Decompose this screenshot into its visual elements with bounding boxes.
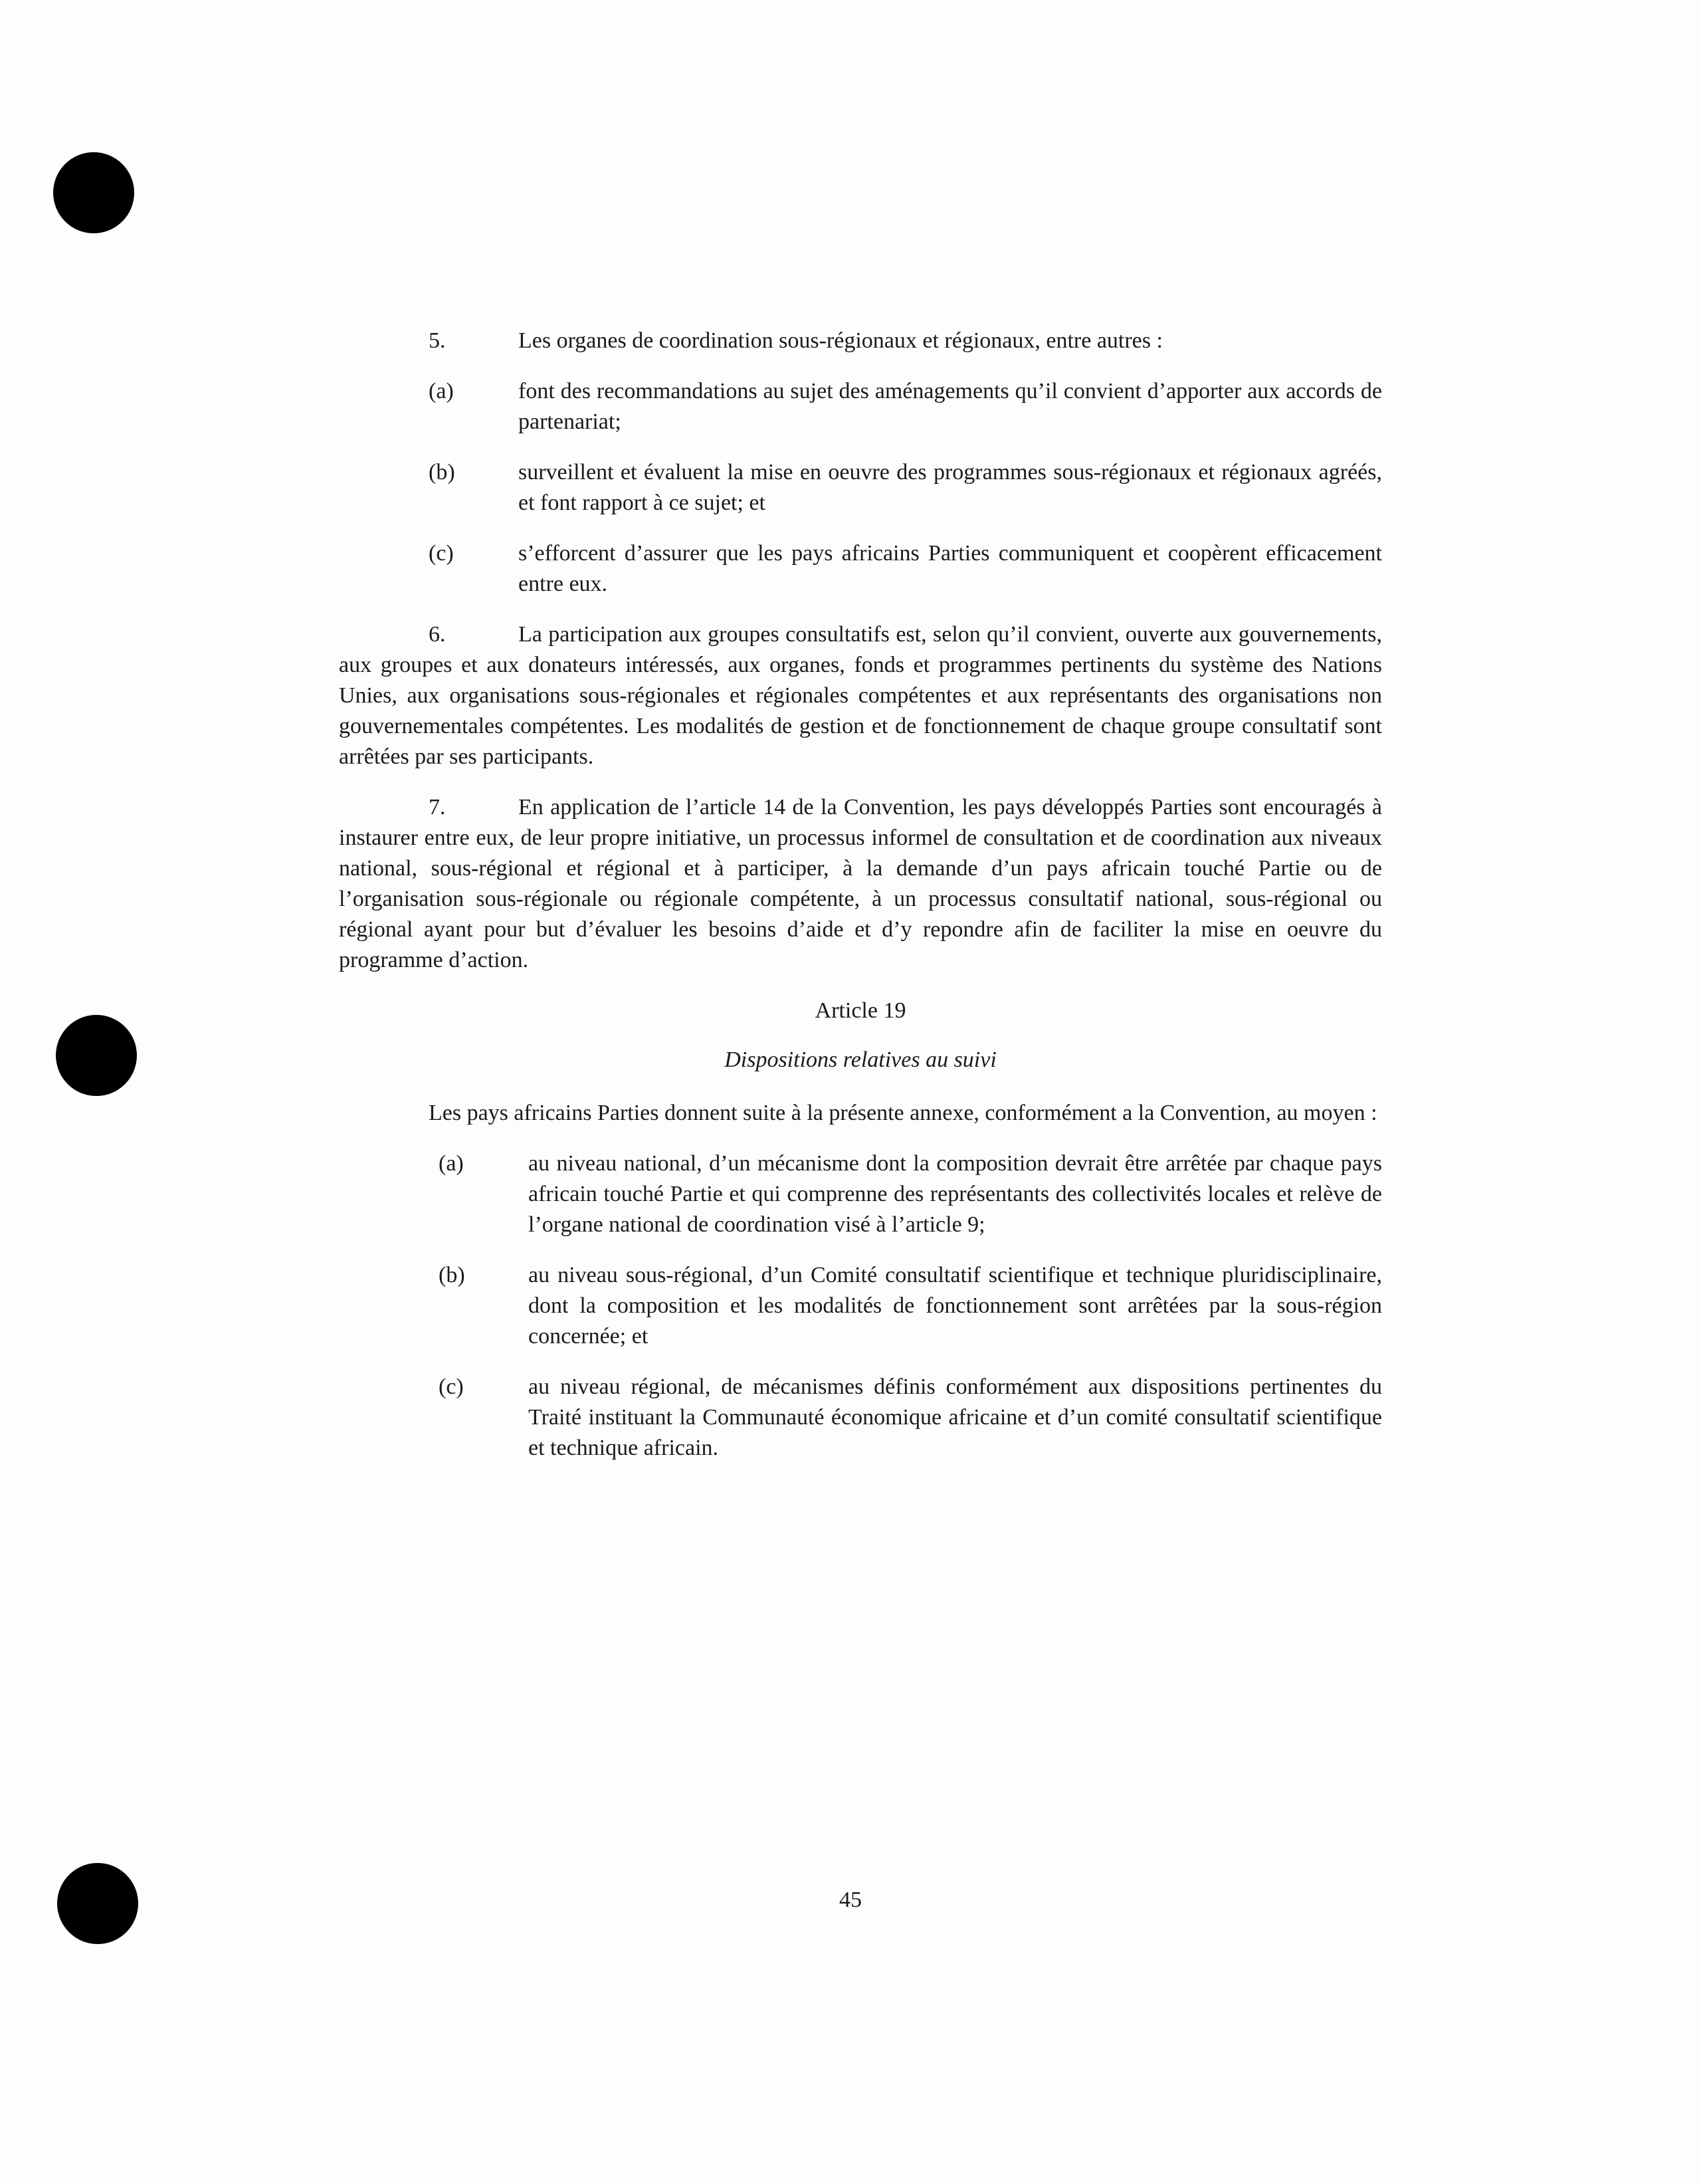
- list-item-5b: [339, 457, 1382, 518]
- paragraph-6: [339, 619, 1382, 772]
- list-marker: (a): [429, 379, 454, 403]
- list-marker: (b): [429, 460, 455, 485]
- list-item-text: surveillent et évaluent la mise en oeuvre des programmes sous-régionaux et régionaux agréés, et font rapport à ce sujet; et: [518, 460, 1382, 515]
- list-item-19a: [339, 1148, 1382, 1240]
- punch-hole: [56, 1015, 137, 1096]
- article-intro: Les pays africains Parties donnent suite à la présente annexe, conformément a la Convention, au moyen :: [429, 1101, 1377, 1125]
- article-subtitle: Dispositions relatives au suivi: [724, 1047, 997, 1072]
- list-item-5c: [339, 538, 1382, 600]
- paragraph-text: En application de l’article 14 de la Convention, les pays développés Parties sont encouragés à instaurer entre eux, de leur propre initiative, un processus informel de consultation et de coordination aux niveaux national, sous-régional et régional et à participer, à la demande d’un pays africain touché Partie ou de l’organisation sous-régionale ou régionale compétente, à un processus consultatif national, sous-régional ou régional ayant pour but d’évaluer les besoins d’aide et d’y repondre afin de faciliter la mise en oeuvre du programme d’action.: [339, 795, 1382, 972]
- list-item-text: au niveau régional, de mécanismes définis conformément aux dispositions pertinentes du Traité instituant la Communauté économique africaine et d’un comité consultatif scientifique et technique africain.: [528, 1374, 1382, 1460]
- list-item-text: au niveau sous-régional, d’un Comité consultatif scientifique et technique pluridisciplinaire, dont la composition et les modalités de fonctionnement sont arrêtées par la sous-région concernée; et: [528, 1263, 1382, 1349]
- paragraph-number: 7.: [429, 795, 446, 819]
- list-item-text: font des recommandations au sujet des aménagements qu’il convient d’apporter aux accords de partenariat;: [518, 379, 1382, 434]
- list-marker: (a): [439, 1151, 464, 1176]
- list-item-19b: [339, 1260, 1382, 1352]
- list-item-19c: [339, 1372, 1382, 1464]
- paragraph-text: Les organes de coordination sous-régionaux et régionaux, entre autres :: [518, 328, 1163, 353]
- page-number: 45: [839, 1888, 862, 1912]
- list-item-text: s’efforcent d’assurer que les pays africains Parties communiquent et coopèrent efficacement entre eux.: [518, 541, 1382, 596]
- paragraph-number: 5.: [429, 328, 446, 353]
- list-marker: (c): [439, 1374, 464, 1399]
- punch-hole: [53, 152, 134, 233]
- paragraph-5: [339, 326, 1382, 356]
- article-title: Article 19: [815, 998, 906, 1023]
- paragraph-number: 6.: [429, 622, 446, 647]
- list-item-5a: [339, 376, 1382, 437]
- paragraph-7: [339, 792, 1382, 976]
- document-body: [339, 326, 1382, 1483]
- list-item-text: au niveau national, d’un mécanisme dont la composition devrait être arrêtée par chaque pays africain touché Partie et qui comprenne des représentants des collectivités locales et relève de l’organe national de coordination visé à l’article 9;: [528, 1151, 1382, 1237]
- paragraph-text: La participation aux groupes consultatifs est, selon qu’il convient, ouverte aux gouvernements, aux groupes et aux donateurs intéressés, aux organes, fonds et programmes pertinents du système des Nations Unies, aux organisations sous-régionales et régionales compétentes et aux représentants des organisations non gouvernementales compétentes. Les modalités de gestion et de fonctionnement de chaque groupe consultatif sont arrêtées par ses participants.: [339, 622, 1382, 769]
- list-marker: (b): [439, 1263, 465, 1287]
- list-marker: (c): [429, 541, 454, 566]
